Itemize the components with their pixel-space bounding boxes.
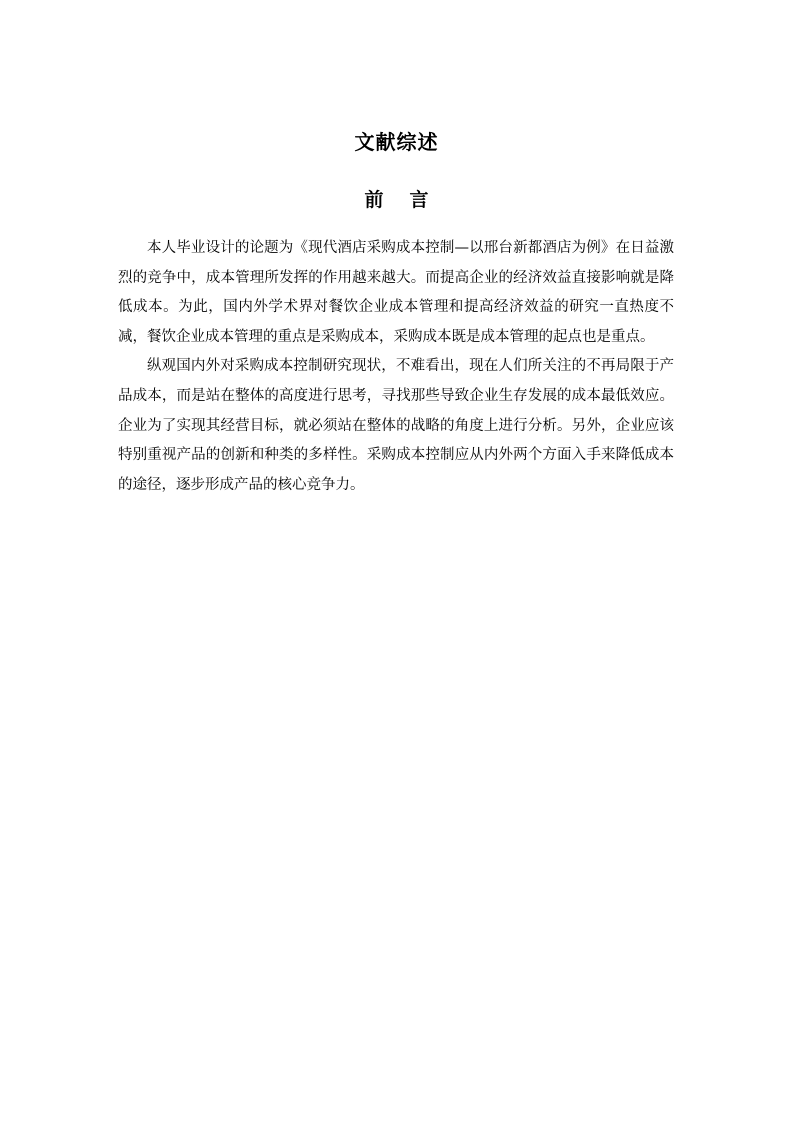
paragraph-2: 纵观国内外对采购成本控制研究现状，不难看出，现在人们所关注的不再局限于产品成本，而是站在整体的高度进行思考，寻找那些导致企业生存发展的成本最低效应。企业为了实现其经营目标，就必须站在整体的战略的角度上进行分析。另外，企业应该特别重视产品的创新和种类的多样性。采购成本控制应从内外两个方面入手来降低成本的途径，逐步形成产品的核心竞争力。 [118,358,674,493]
document-title: 文献综述 [354,130,439,154]
section-heading-char-1: 前 [364,189,384,211]
paragraph-1: 本人毕业设计的论题为《现代酒店采购成本控制—以邢台新都酒店为例》在日益激烈的竞争中，成本管理所发挥的作用越来越大。而提高企业的经济效益直接影响就是降低成本。为此，国内外学术界对餐饮企业成本管理和提高经济效益的研究一直热度不减，餐饮企业成本管理的重点是采购成本，采购成本既是成本管理的起点也是重点。 [118,240,674,345]
body-text [118,234,674,500]
section-heading [0,186,793,214]
section-heading-char-2: 言 [409,189,429,211]
